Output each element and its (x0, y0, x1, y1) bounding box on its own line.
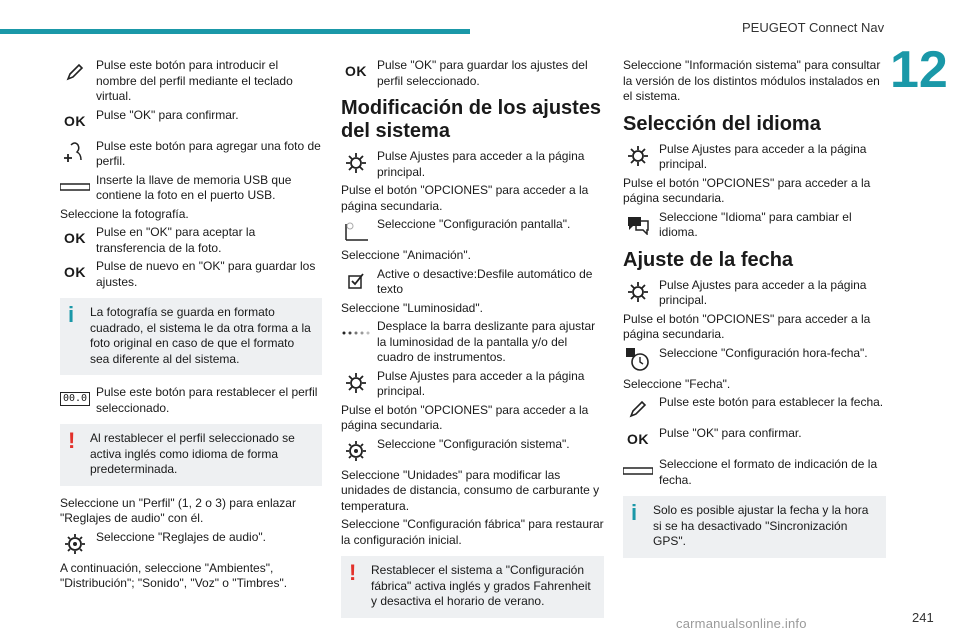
warning-note: ! Al restablecer el perfil seleccionado se activa inglés como idioma de forma predeterminada. (60, 424, 322, 486)
column-3 (623, 58, 886, 568)
screen-icon (341, 219, 371, 243)
pencil-icon (623, 397, 653, 421)
step-set-date: Pulse este botón para establecer la fecha. (623, 395, 886, 423)
step-confirm: OK Pulse "OK" para confirmar. (623, 426, 886, 454)
paragraph: A continuación, seleccione "Ambientes", "Distribución"; "Sonido", "Voz" o "Timbres". (60, 560, 288, 590)
step-save-profile: OK Pulse "OK" para guardar los ajustes del perfil seleccionado. (341, 58, 604, 89)
watermark: carmanualsonline.info (676, 616, 807, 631)
paragraph: Seleccione "Unidades" para modificar las unidades de distancia, consumo de carburante y temperatura. (341, 467, 600, 513)
step-add-photo: Pulse este botón para agregar una foto de perfil. (60, 139, 322, 170)
step-open-settings: Pulse Ajustes para acceder a la página principal. (341, 149, 604, 180)
column-1 (60, 58, 322, 595)
settings-gear-icon (341, 371, 371, 395)
ok-icon: OK (627, 431, 649, 448)
paragraph: Pulse el botón "OPCIONES" para acceder a la página secundaria. (623, 311, 871, 341)
gear-icon (341, 439, 371, 463)
paragraph: Pulse el botón "OPCIONES" para acceder a la página secundaria. (341, 183, 589, 213)
clock-icon (623, 348, 653, 372)
usb-icon (60, 175, 90, 199)
ok-icon: OK (345, 63, 367, 80)
header-bar (0, 29, 470, 34)
step-brightness: Desplace la barra deslizante para ajustar la luminosidad de la pantalla y/o del cuadro de instrumentos. (341, 319, 604, 366)
step-reset-profile: 00.0 Pulse este botón para restablecer el perfil seleccionado. (60, 385, 322, 416)
step-time-date: Seleccione "Configuración hora-fecha". (623, 346, 886, 374)
column-2 (341, 58, 604, 628)
ok-icon: OK (64, 264, 86, 281)
section-heading: Ajuste de la fecha (623, 248, 794, 271)
add-photo-icon (60, 141, 90, 165)
ok-icon: OK (64, 112, 86, 129)
usb-icon (623, 459, 653, 483)
step-language: Seleccione "Idioma" para cambiar el idioma. (623, 210, 886, 241)
section-heading: Selección del idioma (623, 112, 821, 135)
info-icon: i (631, 500, 638, 525)
paragraph: Seleccione un "Perfil" (1, 2 o 3) para enlazar "Reglajes de audio" con él. (60, 495, 296, 525)
step-date-format: Seleccione el formato de indicación de la fecha. (623, 457, 886, 488)
paragraph: Seleccione "Información sistema" para consultar la versión de los distintos módulos instalados en el sistema. (623, 58, 881, 103)
settings-gear-icon (341, 151, 371, 175)
warning-note: ! Restablecer el sistema a "Configuración fábrica" activa inglés y grados Fahrenheit y desactiva el horario de verano. (341, 556, 604, 618)
page-number: 241 (912, 610, 934, 625)
step-autoscroll: Active o desactive:Desfile automático de texto (341, 267, 604, 298)
brightness-icon (341, 321, 371, 345)
info-note: i Solo es posible ajustar la fecha y la hora si se ha desactivado "Sincronización GPS". (623, 496, 886, 558)
chapter-number: 12 (890, 41, 948, 99)
step-audio-settings: Seleccione "Reglajes de audio". (60, 530, 322, 558)
language-icon (623, 212, 653, 236)
step-system-config: Seleccione "Configuración sistema". (341, 437, 604, 465)
section-heading: Modificación de los ajustes del sistema (341, 97, 602, 142)
checkbox-icon (341, 269, 371, 293)
paragraph: Seleccione "Configuración fábrica" para restaurar la configuración inicial. (341, 517, 604, 547)
header-title: PEUGEOT Connect Nav (742, 20, 885, 35)
warning-icon: ! (349, 560, 357, 585)
info-icon: i (68, 302, 75, 327)
settings-gear-icon (623, 144, 653, 168)
step-confirm: OK Pulse "OK" para confirmar. (60, 108, 322, 136)
warning-icon: ! (68, 428, 76, 453)
paragraph: Pulse el botón "OPCIONES" para acceder a la página secundaria. (341, 402, 589, 432)
settings-gear-icon (623, 280, 653, 304)
paragraph: Seleccione "Luminosidad". (341, 300, 483, 315)
pencil-icon (60, 60, 90, 84)
step-insert-usb: Inserte la llave de memoria USB que contiene la foto en el puerto USB. (60, 173, 322, 204)
paragraph: Seleccione la fotografía. (60, 206, 189, 221)
step-name-profile: Pulse este botón para introducir el nombre del perfil mediante el teclado virtual. (60, 58, 322, 105)
paragraph: Pulse el botón "OPCIONES" para acceder a la página secundaria. (623, 175, 871, 205)
reset-time-icon: 00.0 (60, 387, 90, 411)
step-open-settings: Pulse Ajustes para acceder a la página principal. (623, 142, 886, 173)
step-open-settings-2: Pulse Ajustes para acceder a la página principal. (623, 278, 886, 309)
paragraph: Seleccione "Animación". (341, 248, 471, 262)
step-screen-config: Seleccione "Configuración pantalla". (341, 217, 604, 245)
ok-icon: OK (64, 230, 86, 247)
gear-icon (60, 532, 90, 556)
step-accept-transfer: OK Pulse en "OK" para aceptar la transferencia de la foto. (60, 225, 322, 256)
paragraph: Seleccione "Fecha". (623, 376, 731, 391)
step-open-settings-2: Pulse Ajustes para acceder a la página principal. (341, 369, 604, 400)
info-note: i La fotografía se guarda en formato cuadrado, el sistema le da otra forma a la foto original en caso de que el formato sea diferente al del sistema. (60, 298, 322, 375)
step-save-settings: OK Pulse de nuevo en "OK" para guardar los ajustes. (60, 259, 322, 290)
